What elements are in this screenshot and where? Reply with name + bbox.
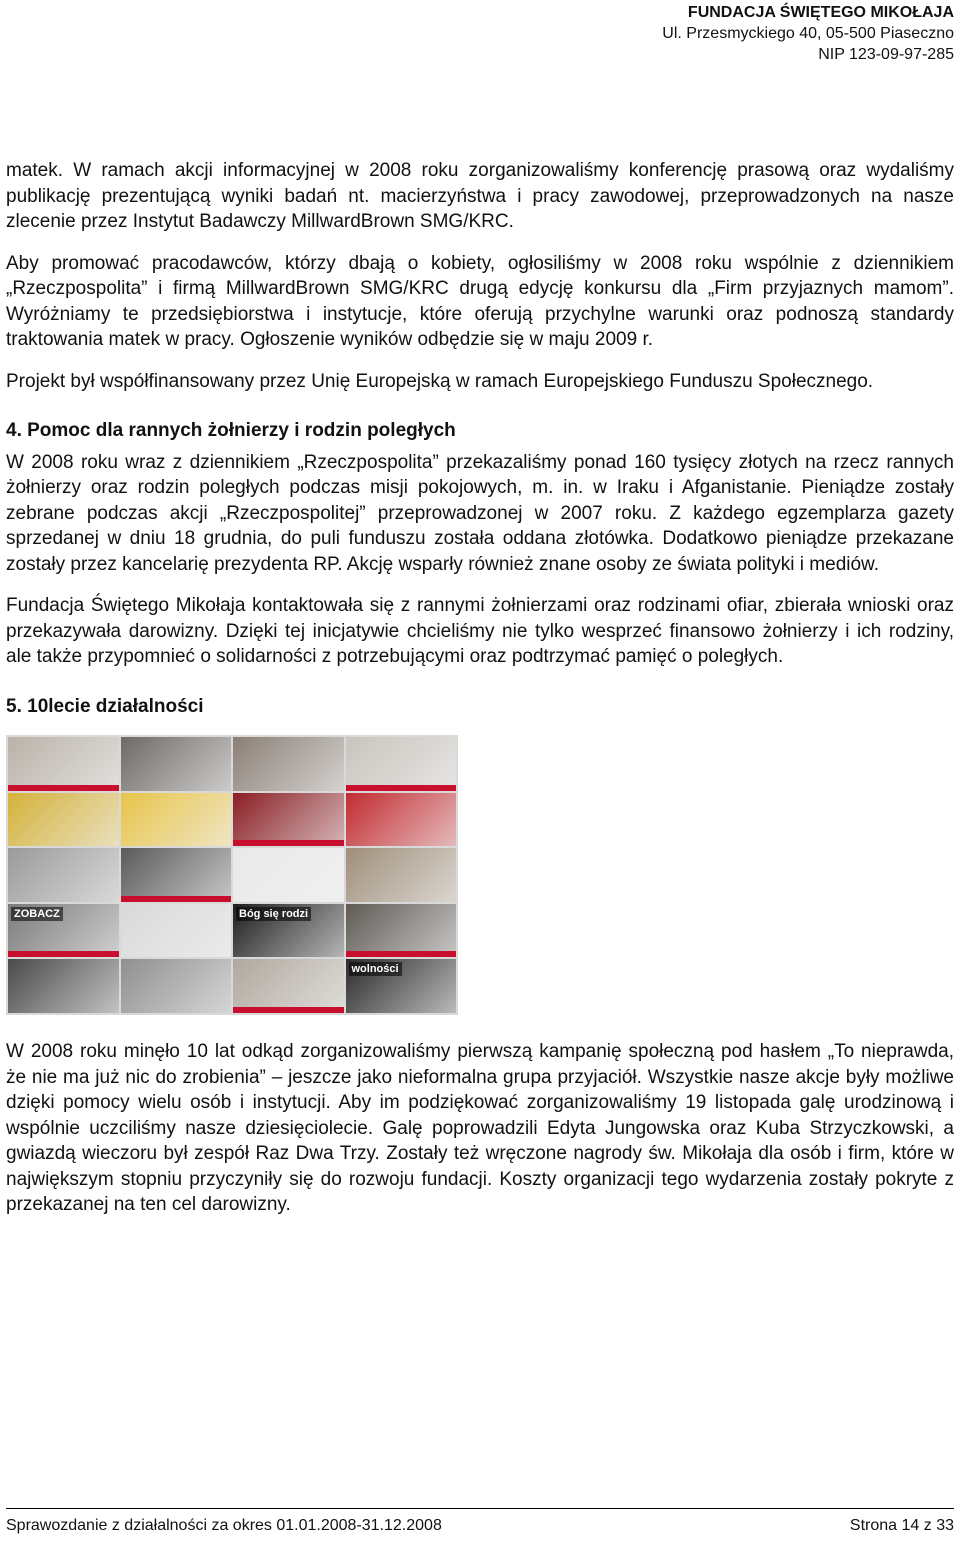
poster-caption: Bóg się rodzi bbox=[236, 907, 311, 921]
campaign-poster-tile bbox=[233, 959, 344, 1013]
campaign-poster-tile bbox=[8, 848, 119, 902]
poster-red-stripe bbox=[346, 951, 457, 957]
campaign-poster-tile bbox=[8, 793, 119, 847]
paragraph-information-campaign: matek. W ramach akcji informacyjnej w 2008 roku zorganizowaliśmy konferencję prasową oraz wydaliśmy publikację prezentującą wyniki badań nt. macierzyństwa i pracy zawodowej, przeprowadzonych na nasze zlecenie przez Instytut Badawczy MillwardBrown SMG/KRC. bbox=[6, 160, 954, 232]
campaign-poster-tile bbox=[346, 737, 457, 791]
campaign-posters-collage bbox=[6, 735, 458, 1015]
campaign-poster-tile bbox=[121, 737, 232, 791]
page-footer bbox=[6, 1508, 954, 1539]
letterhead bbox=[662, 2, 954, 65]
foundation-nip: NIP 123-09-97-285 bbox=[818, 46, 954, 63]
poster-red-stripe bbox=[233, 840, 344, 846]
section-heading-5: 5. 10lecie działalności bbox=[6, 695, 204, 717]
poster-red-stripe bbox=[121, 896, 232, 902]
poster-caption: ZOBACZ bbox=[11, 907, 63, 921]
campaign-poster-tile bbox=[233, 848, 344, 902]
campaign-poster-tile bbox=[8, 737, 119, 791]
campaign-poster-tile bbox=[346, 959, 457, 1013]
poster-red-stripe bbox=[8, 951, 119, 957]
campaign-poster-tile bbox=[346, 848, 457, 902]
section-heading-4: 4. Pomoc dla rannych żołnierzy i rodzin poległych bbox=[6, 420, 456, 441]
paragraph-soldiers-aid: W 2008 roku wraz z dziennikiem „Rzeczpospolita” przekazaliśmy ponad 160 tysięcy złotych na rzecz rannych żołnierzy oraz rodzin poległych podczas misji pokojowych, m. in. w Iraku i Afganistanie. Pieniądze zostały zebrane podczas akcji „Rzeczpospolitej” przeprowadzonej w 2007 roku. Z każdego egzemplarza gazety sprzedanej w dniu 18 grudnia, do puli funduszu została oddana złotówka. Dodatkowo pieniądze przekazane zostały przez kancelarię prezydenta RP. Akcję wsparły również znane osoby ze świata polityki i mediów. bbox=[6, 451, 954, 575]
campaign-poster-tile bbox=[121, 793, 232, 847]
report-period: Sprawozdanie z działalności za okres 01.01.2008-31.12.2008 bbox=[6, 1517, 442, 1534]
campaign-poster-tile bbox=[233, 737, 344, 791]
campaign-poster-tile bbox=[8, 959, 119, 1013]
paragraph-anniversary: W 2008 roku minęło 10 lat odkąd zorganizowaliśmy pierwszą kampanię społeczną pod hasłem „To nieprawda, że nie ma już nic do zrobienia” – jeszcze jako nieformalna grupa przyjaciół. Wszystkie nasze akcje były możliwe dzięki pomocy wielu osób i instytucji. Aby im podziękować zorganizowaliśmy 19 listopada galę urodzinową i wspólnie uczciliśmy nasze dziesięciolecie. Galę poprowadzili Edyta Jungowska oraz Kuba Strzyczkowski, a gwiazdą wieczoru był zespół Raz Dwa Trzy. Zostały też wręczone nagrody św. Mikołaja dla osób i firm, które w największym stopniu przyczyniły się do rozwoju fundacji. Koszty organizacji tego wydarzenia zostały pokryte z przekazanej na ten cel darowizny. bbox=[6, 1041, 954, 1215]
campaign-poster-tile bbox=[121, 959, 232, 1013]
campaign-poster-tile bbox=[233, 904, 344, 958]
campaign-poster-tile bbox=[233, 793, 344, 847]
campaign-poster-tile bbox=[346, 793, 457, 847]
page-number: Strona 14 z 33 bbox=[849, 1517, 954, 1534]
campaign-poster-tile bbox=[121, 848, 232, 902]
paragraph-eu-funding: Projekt był współfinansowany przez Unię Europejską w ramach Europejskiego Funduszu Społecznego. bbox=[6, 370, 874, 392]
foundation-address: Ul. Przesmyckiego 40, 05-500 Piaseczno bbox=[662, 25, 954, 42]
poster-red-stripe bbox=[346, 785, 457, 791]
poster-caption: wolności bbox=[349, 962, 402, 976]
poster-red-stripe bbox=[233, 1007, 344, 1013]
campaign-poster-tile bbox=[8, 904, 119, 958]
poster-red-stripe bbox=[8, 785, 119, 791]
document-body bbox=[6, 158, 954, 1218]
campaign-poster-tile bbox=[346, 904, 457, 958]
paragraph-mother-friendly-contest: Aby promować pracodawców, którzy dbają o kobiety, ogłosiliśmy w 2008 roku wspólnie z dziennikiem „Rzeczpospolita” i firmą MillwardBrown SMG/KRC drugą edycję konkursu dla „Firm przyjaznych mamom”. Wyróżniamy te przedsiębiorstwa i instytucje, które oferują przychylne warunki oraz podnoszą standardy traktowania matek w pracy. Ogłoszenie wyników odbędzie się w maju 2009 r. bbox=[6, 252, 954, 350]
paragraph-soldiers-contact: Fundacja Świętego Mikołaja kontaktowała się z rannymi żołnierzami oraz rodzinami ofiar, zbierała wnioski oraz przekazywała darowizny. Dzięki tej inicjatywie chcieliśmy nie tylko wesprzeć finansowo żołnierzy i ich rodziny, ale także przypomnieć o solidarności z potrzebującymi oraz podtrzymać pamięć o poległych. bbox=[6, 595, 954, 667]
campaign-poster-tile bbox=[121, 904, 232, 958]
foundation-name: FUNDACJA ŚWIĘTEGO MIKOŁAJA bbox=[687, 4, 954, 21]
